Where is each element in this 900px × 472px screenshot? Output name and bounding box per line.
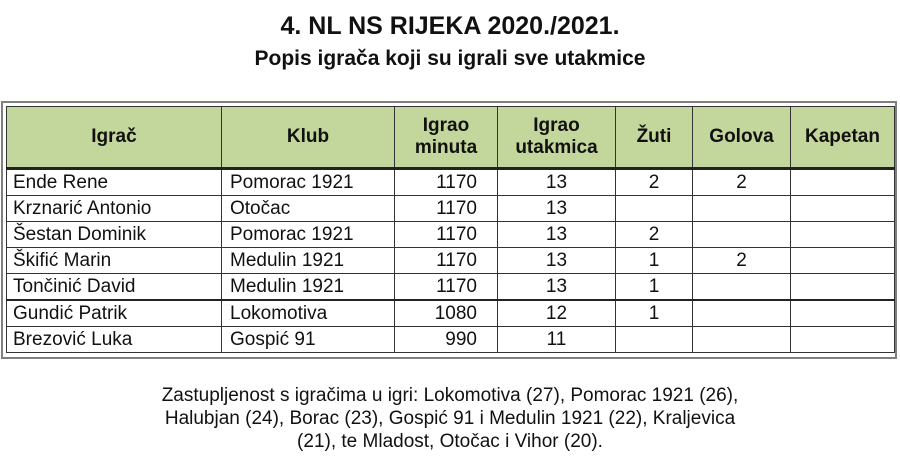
player-yellow-cards — [616, 327, 693, 353]
player-minutes: 990 — [395, 327, 498, 353]
player-goals — [693, 222, 791, 248]
column-header-label-line1: Igrao — [422, 115, 470, 136]
player-minutes: 1170 — [395, 248, 498, 274]
footnote-line: (21), te Mladost, Otočac i Vihor (20). — [297, 431, 603, 452]
column-header-captain — [791, 107, 895, 169]
column-header-label: Klub — [286, 126, 330, 147]
player-goals — [693, 196, 791, 222]
player-minutes: 1080 — [395, 300, 498, 327]
table-row — [7, 196, 895, 222]
footnote-line: Halubjan (24), Borac (23), Gospić 91 i Medulin 1921 (22), Kraljevica — [164, 408, 736, 429]
player-club: Pomorac 1921 — [222, 222, 395, 248]
player-goals — [693, 327, 791, 353]
player-captain — [791, 248, 895, 274]
player-captain — [791, 169, 895, 196]
player-yellow-cards: 1 — [616, 274, 693, 301]
footnote-line: Zastupljenost s igračima u igri: Lokomotiva (27), Pomorac 1921 (26), — [161, 385, 739, 406]
player-games: 13 — [498, 196, 616, 222]
player-name: Krznarić Antonio — [7, 196, 222, 222]
player-yellow-cards — [616, 196, 693, 222]
player-captain — [791, 274, 895, 301]
player-name: Brezović Luka — [7, 327, 222, 353]
player-yellow-cards: 1 — [616, 248, 693, 274]
players-table — [6, 106, 895, 353]
player-captain — [791, 222, 895, 248]
column-header-label: Igrač — [91, 126, 137, 147]
player-minutes: 1170 — [395, 274, 498, 301]
page-subtitle: Popis igrača koji su igrali sve utakmice — [254, 47, 646, 70]
player-name: Tončinić David — [7, 274, 222, 301]
player-games: 13 — [498, 222, 616, 248]
player-minutes: 1170 — [395, 222, 498, 248]
player-games: 11 — [498, 327, 616, 353]
player-games: 13 — [498, 274, 616, 301]
player-club: Medulin 1921 — [222, 274, 395, 301]
table-row — [7, 169, 895, 196]
player-club: Medulin 1921 — [222, 248, 395, 274]
column-header-minutes — [395, 107, 498, 169]
player-name: Ende Rene — [7, 169, 222, 196]
player-club: Lokomotiva — [222, 300, 395, 327]
column-header-label-line2: minuta — [414, 137, 478, 158]
column-header-player — [7, 107, 222, 169]
column-header-label: Golova — [709, 126, 774, 147]
player-yellow-cards: 1 — [616, 300, 693, 327]
player-yellow-cards: 2 — [616, 222, 693, 248]
column-header-games — [498, 107, 616, 169]
page-title: 4. NL NS RIJEKA 2020./2021. — [280, 12, 620, 40]
table-row — [7, 248, 895, 274]
player-minutes: 1170 — [395, 196, 498, 222]
footnote — [100, 384, 800, 453]
player-goals — [693, 274, 791, 301]
player-games: 13 — [498, 169, 616, 196]
column-header-label-line1: Igrao — [533, 115, 580, 136]
player-club: Otočac — [222, 196, 395, 222]
player-minutes: 1170 — [395, 169, 498, 196]
column-header-label: Kapetan — [805, 126, 880, 147]
table-row — [7, 222, 895, 248]
table-row — [7, 327, 895, 353]
player-club: Pomorac 1921 — [222, 169, 395, 196]
column-header-club — [222, 107, 395, 169]
table-row — [7, 300, 895, 327]
player-games: 12 — [498, 300, 616, 327]
player-name: Šestan Dominik — [7, 222, 222, 248]
player-captain — [791, 300, 895, 327]
player-club: Gospić 91 — [222, 327, 395, 353]
player-name: Škifić Marin — [7, 248, 222, 274]
player-games: 13 — [498, 248, 616, 274]
table-header-row — [7, 107, 895, 169]
player-captain — [791, 196, 895, 222]
player-name: Gundić Patrik — [7, 300, 222, 327]
column-header-label-line2: utakmica — [515, 137, 598, 158]
column-header-goals — [693, 107, 791, 169]
player-yellow-cards: 2 — [616, 169, 693, 196]
player-captain — [791, 327, 895, 353]
table-row — [7, 274, 895, 301]
player-goals: 2 — [693, 248, 791, 274]
column-header-yellow — [616, 107, 693, 169]
player-goals: 2 — [693, 169, 791, 196]
player-goals — [693, 300, 791, 327]
column-header-label: Žuti — [636, 126, 672, 147]
